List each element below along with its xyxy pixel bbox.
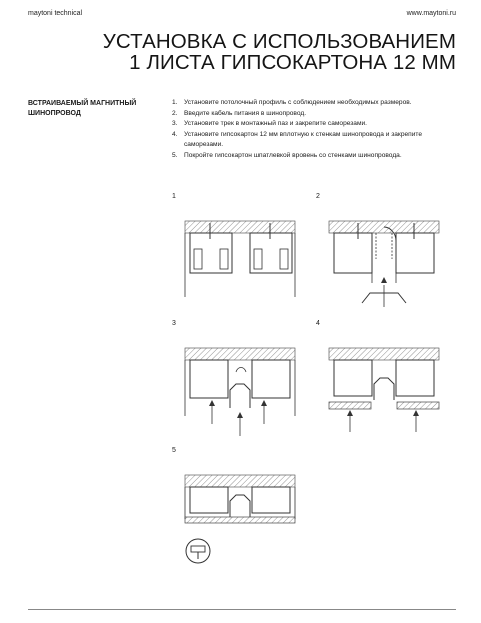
page-title	[103, 31, 456, 73]
website-link[interactable]: www.maytoni.ru	[406, 10, 456, 17]
step-item	[172, 119, 457, 130]
figure-number: 3	[172, 320, 176, 327]
step-item	[172, 151, 457, 162]
product-label: ВСТРАИВАЕМЫЙ МАГНИТНЫЙ ШИНОПРОВОД	[28, 100, 137, 117]
ceiling-profile-diagram-icon	[172, 193, 302, 318]
power-cable-diagram-icon	[316, 193, 446, 318]
drywall-mounting-diagram-icon	[316, 320, 446, 445]
step-item	[172, 130, 457, 151]
figure-number: 5	[172, 447, 176, 454]
step-number: 1.	[172, 99, 178, 106]
figure-number: 2	[316, 193, 320, 200]
step-number: 3.	[172, 120, 178, 127]
step-item	[172, 109, 457, 120]
brand-header: maytoni technical	[28, 10, 83, 17]
step-text: Установите гипсокартон 12 мм вплотную к стенкам шинопровода и закрепите саморезами.	[184, 130, 423, 148]
step-text: Установите трек в монтажный паз и закрепите саморезами.	[184, 120, 367, 127]
step-number: 2.	[172, 109, 178, 117]
step-item	[172, 98, 457, 109]
figure-5	[172, 447, 302, 572]
installation-steps	[172, 98, 457, 161]
figure-3	[172, 320, 302, 445]
figure-1	[172, 193, 302, 318]
step-number: 5.	[172, 151, 178, 159]
track-mounting-diagram-icon	[172, 320, 302, 445]
figure-number: 1	[172, 193, 176, 200]
page-title-line-1: УСТАНОВКА С ИСПОЛЬЗОВАНИЕМ	[102, 30, 456, 53]
page-title-line-2: 1 ЛИСТА ГИПСОКАРТОНА 12 ММ	[129, 51, 456, 74]
step-text: Покройте гипсокартон шпатлевкой вровень со стенками шинопровода.	[184, 151, 402, 159]
figure-4	[316, 320, 446, 445]
step-number: 4.	[172, 130, 178, 138]
step-text: Введите кабель питания в шинопровод.	[184, 109, 307, 117]
footer-divider	[28, 609, 456, 610]
figure-number: 4	[316, 320, 320, 327]
figure-2	[316, 193, 446, 318]
step-text: Установите потолочный профиль с соблюдением необходимых размеров.	[184, 99, 412, 106]
putty-finishing-diagram-icon	[172, 447, 302, 572]
